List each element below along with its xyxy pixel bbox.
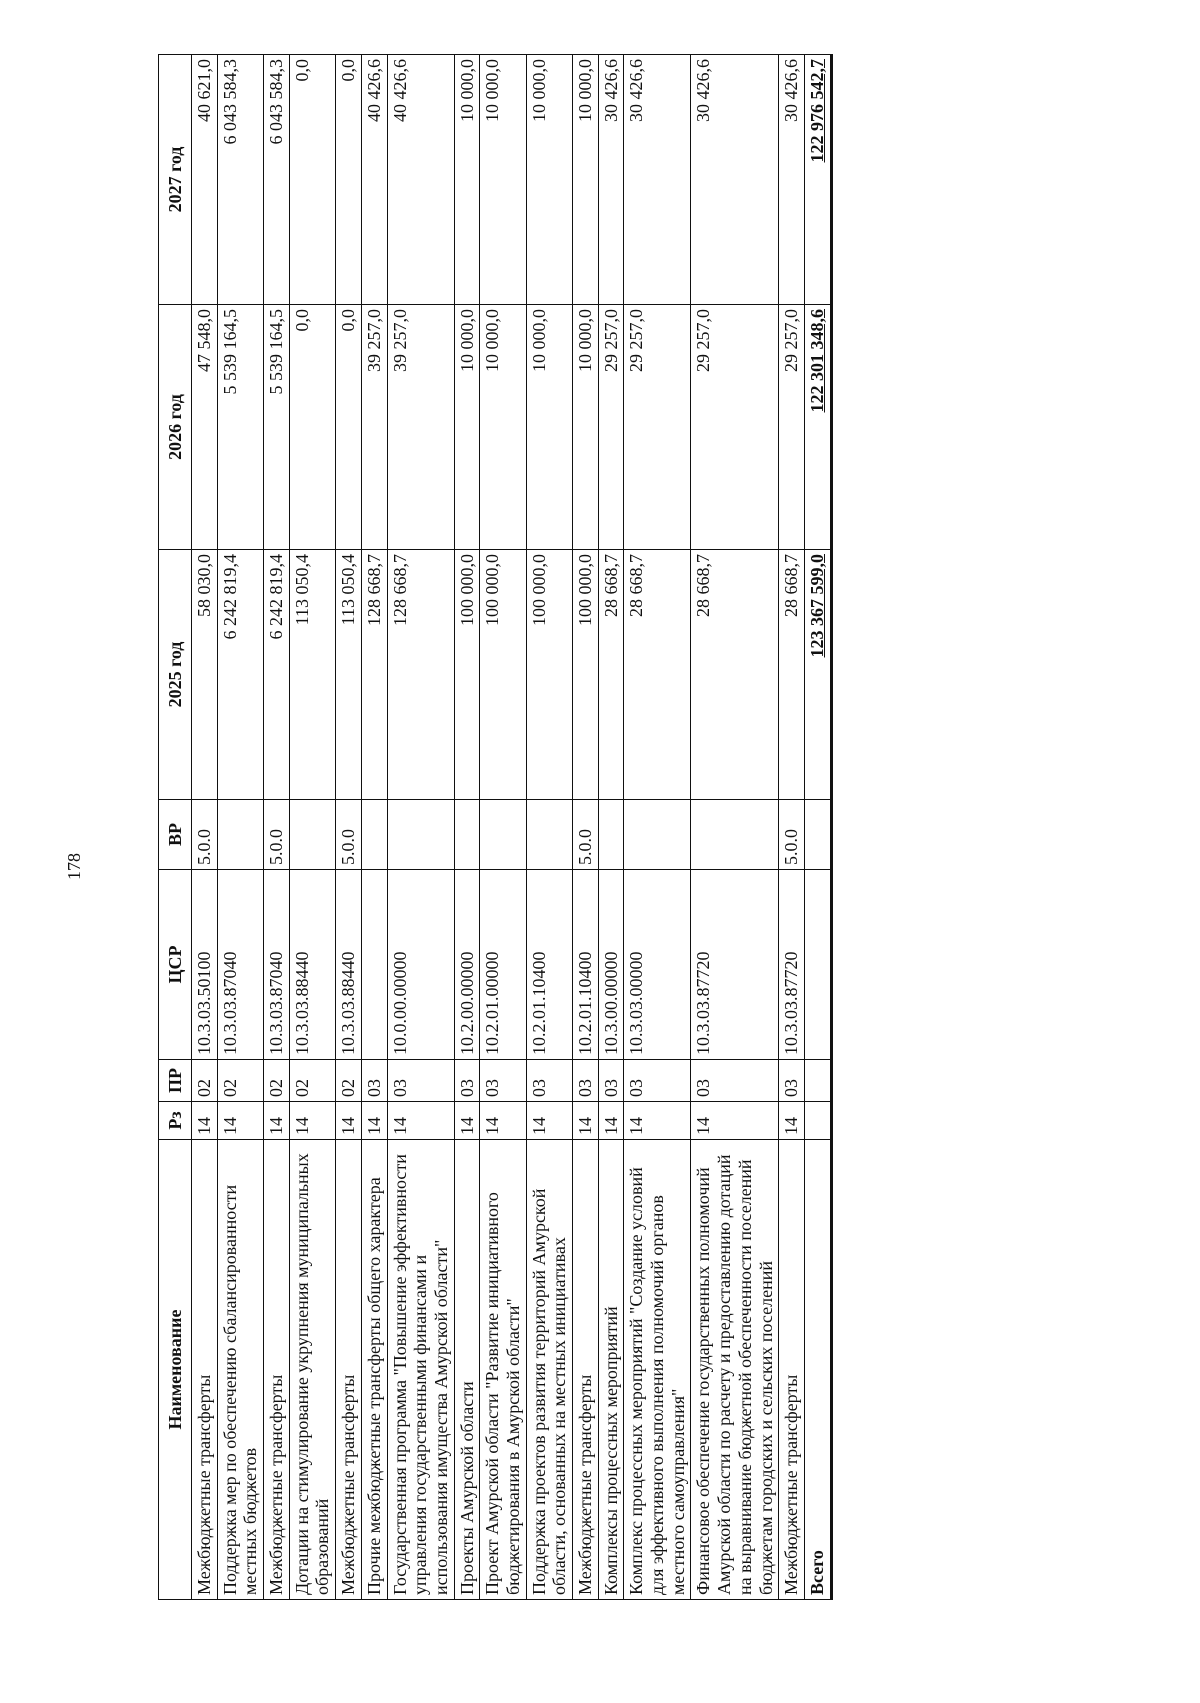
cell-2025: 113 050,4 xyxy=(336,550,362,800)
header-vr: ВР xyxy=(159,800,192,870)
cell-csr: 10.2.01.10400 xyxy=(526,870,572,1060)
cell-pr: 02 xyxy=(192,1060,218,1102)
cell-name: Межбюджетные трансферты xyxy=(192,1140,218,1600)
cell-vr xyxy=(361,800,387,870)
page-number xyxy=(62,836,86,896)
cell-2027: 6 043 584,3 xyxy=(217,55,263,305)
cell-pr: 03 xyxy=(598,1060,624,1102)
cell-rz: 14 xyxy=(573,1102,599,1140)
cell-name: Финансовое обеспечение государственных полномочий Амурской области по расчету и предоставлению дотаций на выравнивание бюджетной обеспеченности поселений бюджетам городских и сельских поселений xyxy=(691,1140,779,1600)
cell-pr: 03 xyxy=(480,1060,526,1102)
cell-csr: 10.3.03.87720 xyxy=(779,870,805,1060)
total-label: Всего xyxy=(804,1140,831,1600)
cell-csr: 10.2.01.10400 xyxy=(573,870,599,1060)
cell-2025: 100 000,0 xyxy=(454,550,480,800)
cell-csr xyxy=(361,870,387,1060)
cell-name: Прочие межбюджетные трансферты общего характера xyxy=(361,1140,387,1600)
cell-vr: 5.0.0 xyxy=(336,800,362,870)
table-row xyxy=(573,55,599,1600)
cell-2027: 30 426,6 xyxy=(598,55,624,305)
cell-2026: 47 548,0 xyxy=(192,305,218,550)
cell-2026: 10 000,0 xyxy=(480,305,526,550)
cell-name: Межбюджетные трансферты xyxy=(573,1140,599,1600)
cell-2027: 40 621,0 xyxy=(192,55,218,305)
cell-vr xyxy=(624,800,691,870)
cell-2025: 28 668,7 xyxy=(598,550,624,800)
cell-2025: 6 242 819,4 xyxy=(217,550,263,800)
cell-name: Межбюджетные трансферты xyxy=(264,1140,290,1600)
total-csr xyxy=(804,870,831,1060)
cell-rz: 14 xyxy=(598,1102,624,1140)
cell-2027: 0,0 xyxy=(289,55,335,305)
cell-rz: 14 xyxy=(361,1102,387,1140)
table-row xyxy=(217,55,263,1600)
table-row xyxy=(387,55,454,1600)
cell-2026: 29 257,0 xyxy=(779,305,805,550)
cell-rz: 14 xyxy=(624,1102,691,1140)
cell-vr xyxy=(526,800,572,870)
cell-csr: 10.3.03.50100 xyxy=(192,870,218,1060)
table-row xyxy=(336,55,362,1600)
header-2025: 2025 год xyxy=(159,550,192,800)
header-2027: 2027 год xyxy=(159,55,192,305)
cell-vr: 5.0.0 xyxy=(192,800,218,870)
cell-pr: 03 xyxy=(624,1060,691,1102)
cell-2027: 30 426,6 xyxy=(691,55,779,305)
cell-name: Комплекс процессных мероприятий "Создание условий для эффективного выполнения полномочий органов местного самоуправления" xyxy=(624,1140,691,1600)
table-row xyxy=(526,55,572,1600)
cell-pr: 02 xyxy=(264,1060,290,1102)
cell-2025: 100 000,0 xyxy=(480,550,526,800)
cell-2025: 100 000,0 xyxy=(526,550,572,800)
cell-vr xyxy=(480,800,526,870)
cell-pr: 02 xyxy=(336,1060,362,1102)
cell-name: Межбюджетные трансферты xyxy=(779,1140,805,1600)
cell-2026: 5 539 164,5 xyxy=(217,305,263,550)
cell-rz: 14 xyxy=(336,1102,362,1140)
total-2026: 122 301 348,6 xyxy=(804,305,831,550)
table-row xyxy=(289,55,335,1600)
cell-2027: 10 000,0 xyxy=(480,55,526,305)
total-vr xyxy=(804,800,831,870)
cell-2027: 0,0 xyxy=(336,55,362,305)
cell-2026: 10 000,0 xyxy=(573,305,599,550)
table-row xyxy=(624,55,691,1600)
cell-rz: 14 xyxy=(480,1102,526,1140)
cell-pr: 03 xyxy=(454,1060,480,1102)
cell-2025: 28 668,7 xyxy=(691,550,779,800)
cell-pr: 03 xyxy=(779,1060,805,1102)
cell-2026: 10 000,0 xyxy=(526,305,572,550)
cell-name: Проекты Амурской области xyxy=(454,1140,480,1600)
cell-2025: 128 668,7 xyxy=(361,550,387,800)
cell-csr: 10.3.03.00000 xyxy=(624,870,691,1060)
header-rz: Рз xyxy=(159,1102,192,1140)
cell-rz: 14 xyxy=(264,1102,290,1140)
cell-pr: 02 xyxy=(217,1060,263,1102)
cell-rz: 14 xyxy=(526,1102,572,1140)
cell-2027: 40 426,6 xyxy=(387,55,454,305)
cell-name: Дотации на стимулирование укрупнения муниципальных образований xyxy=(289,1140,335,1600)
cell-name: Поддержка проектов развития территорий Амурской области, основанных на местных инициативах xyxy=(526,1140,572,1600)
table-row xyxy=(192,55,218,1600)
total-rz xyxy=(804,1102,831,1140)
table-row xyxy=(779,55,805,1600)
cell-2027: 30 426,6 xyxy=(779,55,805,305)
cell-rz: 14 xyxy=(779,1102,805,1140)
table-row xyxy=(454,55,480,1600)
cell-2026: 0,0 xyxy=(289,305,335,550)
cell-2026: 29 257,0 xyxy=(624,305,691,550)
cell-vr: 5.0.0 xyxy=(573,800,599,870)
cell-name: Проект Амурской области "Развитие инициативного бюджетирования в Амурской области" xyxy=(480,1140,526,1600)
cell-2026: 29 257,0 xyxy=(691,305,779,550)
cell-vr xyxy=(691,800,779,870)
cell-csr: 10.3.03.87720 xyxy=(691,870,779,1060)
cell-2026: 29 257,0 xyxy=(598,305,624,550)
cell-name: Поддержка мер по обеспечению сбалансированности местных бюджетов xyxy=(217,1140,263,1600)
table-body xyxy=(192,55,832,1600)
cell-vr: 5.0.0 xyxy=(779,800,805,870)
cell-2025: 6 242 819,4 xyxy=(264,550,290,800)
cell-2025: 100 000,0 xyxy=(573,550,599,800)
cell-name: Межбюджетные трансферты xyxy=(336,1140,362,1600)
cell-pr: 03 xyxy=(387,1060,454,1102)
total-2025: 123 367 599,0 xyxy=(804,550,831,800)
cell-2025: 58 030,0 xyxy=(192,550,218,800)
cell-2026: 0,0 xyxy=(336,305,362,550)
cell-csr: 10.0.00.00000 xyxy=(387,870,454,1060)
cell-csr: 10.2.01.00000 xyxy=(480,870,526,1060)
cell-2025: 28 668,7 xyxy=(624,550,691,800)
budget-table-container xyxy=(158,55,1062,1600)
table-row xyxy=(598,55,624,1600)
table-row xyxy=(361,55,387,1600)
cell-vr xyxy=(454,800,480,870)
budget-table xyxy=(158,54,833,1600)
cell-csr: 10.3.00.00000 xyxy=(598,870,624,1060)
cell-2026: 39 257,0 xyxy=(361,305,387,550)
header-name: Наименование xyxy=(159,1140,192,1600)
cell-2026: 10 000,0 xyxy=(454,305,480,550)
cell-pr: 03 xyxy=(361,1060,387,1102)
cell-csr: 10.3.03.88440 xyxy=(336,870,362,1060)
table-total-row xyxy=(804,55,831,1600)
cell-vr xyxy=(598,800,624,870)
table-row xyxy=(264,55,290,1600)
cell-csr: 10.3.03.87040 xyxy=(217,870,263,1060)
page-number-text: 178 xyxy=(63,852,84,880)
cell-vr xyxy=(289,800,335,870)
total-2027: 122 976 542,7 xyxy=(804,55,831,305)
header-pr: ПР xyxy=(159,1060,192,1102)
cell-pr: 03 xyxy=(526,1060,572,1102)
cell-pr: 02 xyxy=(289,1060,335,1102)
cell-name: Государственная программа "Повышение эффективности управления государственными финансами и использования имущества Амурской области" xyxy=(387,1140,454,1600)
cell-2027: 40 426,6 xyxy=(361,55,387,305)
cell-rz: 14 xyxy=(217,1102,263,1140)
cell-2025: 28 668,7 xyxy=(779,550,805,800)
header-2026: 2026 год xyxy=(159,305,192,550)
cell-pr: 03 xyxy=(573,1060,599,1102)
table-header-row xyxy=(159,55,192,1600)
cell-2027: 6 043 584,3 xyxy=(264,55,290,305)
cell-vr xyxy=(387,800,454,870)
cell-csr: 10.2.00.00000 xyxy=(454,870,480,1060)
cell-rz: 14 xyxy=(454,1102,480,1140)
cell-2027: 10 000,0 xyxy=(454,55,480,305)
cell-2025: 113 050,4 xyxy=(289,550,335,800)
total-pr xyxy=(804,1060,831,1102)
cell-rz: 14 xyxy=(289,1102,335,1140)
cell-csr: 10.3.03.87040 xyxy=(264,870,290,1060)
cell-vr: 5.0.0 xyxy=(264,800,290,870)
cell-2027: 10 000,0 xyxy=(573,55,599,305)
cell-2027: 10 000,0 xyxy=(526,55,572,305)
cell-name: Комплексы процессных мероприятий xyxy=(598,1140,624,1600)
cell-pr: 03 xyxy=(691,1060,779,1102)
cell-2025: 128 668,7 xyxy=(387,550,454,800)
cell-csr: 10.3.03.88440 xyxy=(289,870,335,1060)
table-row xyxy=(480,55,526,1600)
cell-rz: 14 xyxy=(691,1102,779,1140)
cell-2026: 39 257,0 xyxy=(387,305,454,550)
cell-2026: 5 539 164,5 xyxy=(264,305,290,550)
cell-2027: 30 426,6 xyxy=(624,55,691,305)
header-csr: ЦСР xyxy=(159,870,192,1060)
table-row xyxy=(691,55,779,1600)
cell-vr xyxy=(217,800,263,870)
cell-rz: 14 xyxy=(387,1102,454,1140)
cell-rz: 14 xyxy=(192,1102,218,1140)
